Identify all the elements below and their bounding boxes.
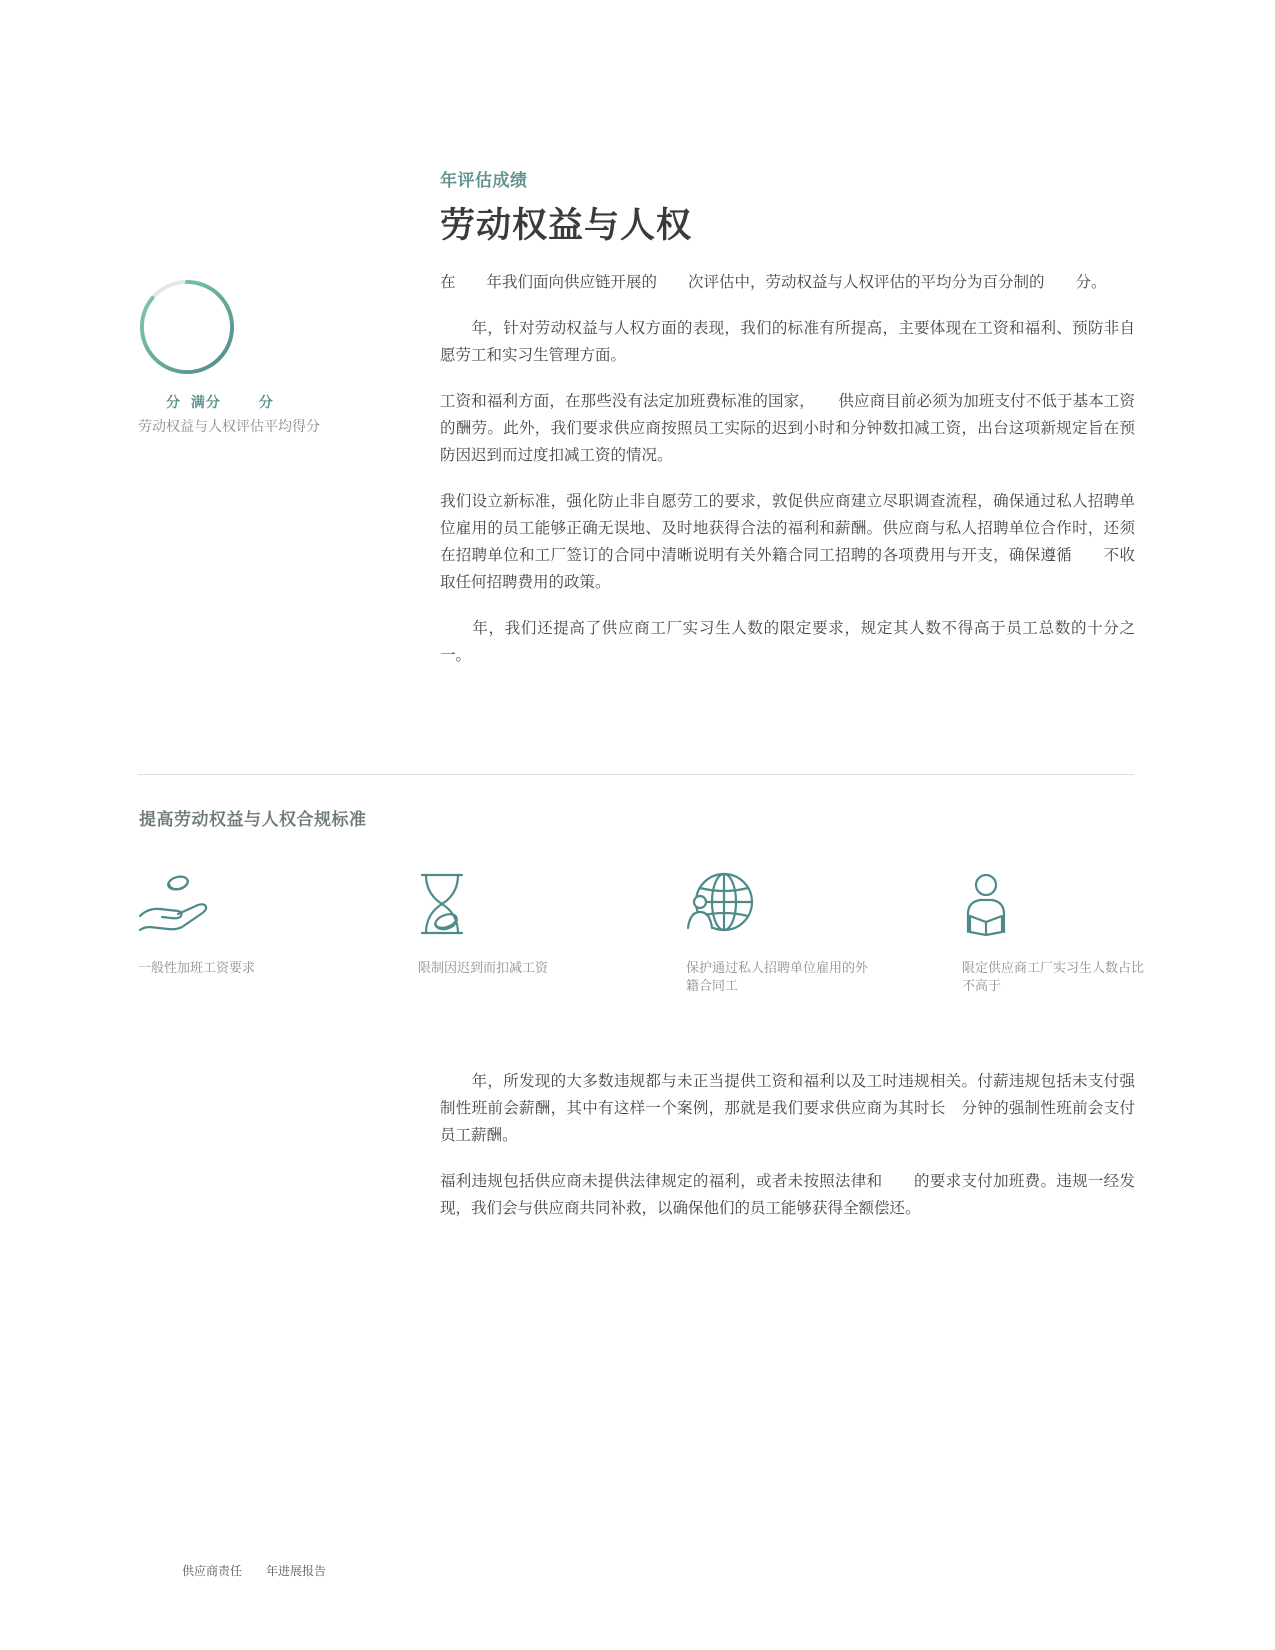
score-caption: 劳动权益与人权评估平均得分 xyxy=(138,419,320,435)
feature-label: 限定供应商工厂实习生人数占比不高于 xyxy=(962,961,1145,994)
feature-foreign-workers xyxy=(686,872,876,996)
score-unit: 分 xyxy=(166,395,181,411)
section-eyebrow: 年评估成绩 xyxy=(440,171,528,191)
intro-text xyxy=(440,269,1167,688)
feature-late-deduction xyxy=(418,872,608,978)
full-score-unit: 分 xyxy=(258,395,274,411)
hourglass-icon xyxy=(418,872,494,936)
paragraph: 工资和福利方面，在那些没有法定加班费标准的国家， 供应商目前必须为加班支付不低于基本工资 的酬劳。此外，我们要求供应商按照员工实际的迟到小时和分钟数扣减工资，出台这项新规定旨在预防因迟到而过度扣减工资的情况。 xyxy=(440,392,1167,464)
paragraph: 福利违规包括供应商未提供法律规定的福利，或者未按照法律和 的要求支付加班费。违规一经发现，我们会与供应商共同补救，以确保他们的员工能够获得全额偿还。 xyxy=(440,1172,1135,1217)
paragraph: 年，我们还提高了供应商工厂实习生人数的限定要求，规定其人数不得高于员工总数的十分之一。 xyxy=(440,619,1135,664)
score-ring-chart xyxy=(138,278,236,376)
student-reading-icon xyxy=(962,872,1038,936)
page-footer: 供应商责任 年进展报告 xyxy=(182,1564,327,1578)
score-summary xyxy=(138,278,378,436)
section-title: 提高劳动权益与人权合规标准 xyxy=(139,810,367,830)
feature-label: 一般性加班工资要求 xyxy=(138,961,256,976)
paragraph: 在 年我们面向供应链开展的 次评估中，劳动权益与人权评估的平均分为百分制的 分。 xyxy=(440,273,1107,291)
score-value-line xyxy=(138,392,378,412)
globe-icon xyxy=(686,872,762,936)
full-score-label: 满分 xyxy=(190,395,221,411)
feature-intern-limit xyxy=(962,872,1152,996)
paragraph: 年，所发现的大多数违规都与未正当提供工资和福利以及工时违规相关。付薪违规包括未支付强制性班前会薪酬，其中有这样一个案例，那就是我们要求供应商为其时长 分钟的强制性班前会支付员工薪酬。 xyxy=(440,1072,1135,1144)
detail-text xyxy=(440,1068,1135,1241)
hand-coin-icon xyxy=(138,872,214,936)
feature-label: 保护通过私人招聘单位雇用的外籍合同工 xyxy=(686,961,869,994)
page-title: 劳动权益与人权 xyxy=(440,206,693,246)
feature-overtime-pay xyxy=(138,872,328,978)
paragraph: 年，针对劳动权益与人权方面的表现，我们的标准有所提高，主要体现在工资和福利、预防非自愿劳工和实习生管理方面。 xyxy=(440,319,1135,364)
paragraph: 我们设立新标准，强化防止非自愿劳工的要求，敦促供应商建立尽职调查流程，确保通过私人招聘单位雇用的员工能够正确无误地、及时地获得合法的福利和薪酬。供应商与私人招聘单位合作时，还须在招聘单位和工厂签订的合同中清晰说明有关外籍合同工招聘的各项费用与开支，确保遵循 不收取任何招聘费用的政策。 xyxy=(440,492,1135,591)
section-divider xyxy=(138,774,1134,775)
feature-label: 限制因迟到而扣减工资 xyxy=(418,961,549,976)
